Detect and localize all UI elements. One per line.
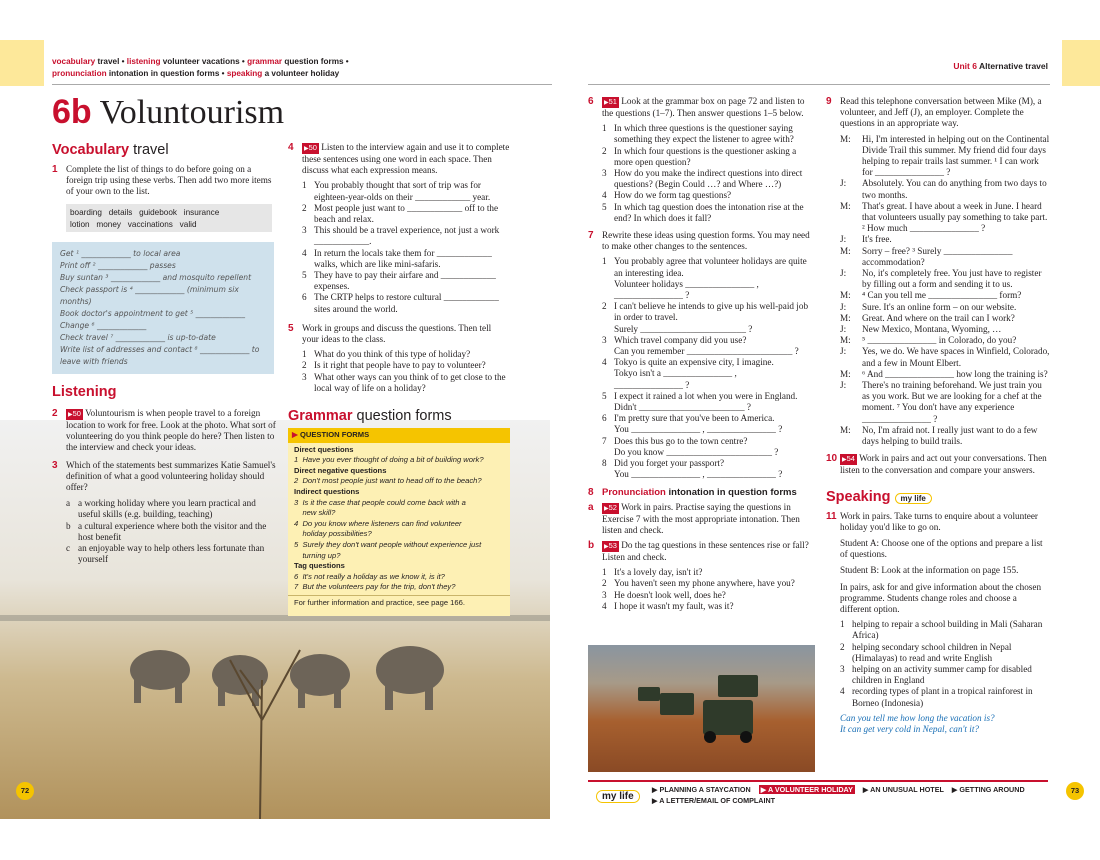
item-text: I can't believe he intends to give up his well-paid job in order to travel. xyxy=(614,301,809,323)
footer-nav-link[interactable]: ▶ PLANNING A STAYCATION xyxy=(652,785,751,794)
item-text: an enjoyable way to help others less fortunate than yourself xyxy=(78,543,265,565)
note-line: Change ⁶ _____________ xyxy=(60,321,147,330)
unit-header xyxy=(953,61,1048,71)
item-number: 4 xyxy=(602,357,607,368)
item-text: Tokyo is quite an expensive city, I imagine. xyxy=(614,357,774,368)
item-body xyxy=(614,256,810,301)
topic-value: intonation in question forms xyxy=(108,69,220,78)
speaker: J: xyxy=(840,268,847,279)
dialogue-line xyxy=(826,201,1050,235)
item-text: You _______________ , _______________ ? xyxy=(614,469,783,480)
list-item xyxy=(602,413,810,435)
item-number: 1 xyxy=(602,567,607,578)
item-number: 2 xyxy=(302,202,307,213)
speaker: M: xyxy=(840,368,851,379)
item-body xyxy=(614,202,810,224)
exercise-8: 8 Pronunciation intonation in question forms xyxy=(588,486,797,498)
list-item xyxy=(302,349,510,360)
dialogue-line xyxy=(826,290,1050,301)
note-line: Print off ² _____________ passes xyxy=(60,261,176,270)
grammar-example: turning up? xyxy=(294,550,341,560)
speaker: M: xyxy=(840,133,851,144)
note-line: Check travel ⁷ _____________ is up-to-date xyxy=(60,333,216,342)
footer-nav-link[interactable]: ▶ A LETTER/EMAIL OF COMPLAINT xyxy=(652,796,776,805)
item-number: 1 xyxy=(302,180,307,191)
item-number: 4 xyxy=(602,600,607,611)
note-line: leave with friends xyxy=(60,357,128,366)
audio-track-button[interactable]: ▶ 51 xyxy=(602,97,619,108)
item-body xyxy=(314,270,510,292)
dialogue-line xyxy=(826,178,1050,200)
item-text: Didn't _______________________ ? xyxy=(614,402,751,413)
dialogue-text: Absolutely. You can do anything from two days to two months. xyxy=(862,178,1047,200)
item-text: Volunteer holidays _______________ , xyxy=(614,278,759,289)
dialogue-text: It's free. xyxy=(862,234,892,245)
dialogue-line xyxy=(826,324,1050,335)
item-number: 3 xyxy=(840,663,845,674)
vocab-section xyxy=(52,142,276,198)
item-text: I hope it wasn't my fault, was it? xyxy=(614,600,734,611)
item-body xyxy=(614,391,797,413)
exercise-10: 10 ▶ 54 Work in pairs and act out your conversations. Then listen to the conversation and compare your answers. xyxy=(826,453,1050,476)
item-body xyxy=(314,203,510,225)
exercise-11: 11 Work in pairs. Take turns to enquire about a volunteer holiday you'd like to go on. xyxy=(826,510,1038,532)
dialogue-line xyxy=(826,313,1050,324)
item-body xyxy=(852,686,1050,708)
footer-nav-link[interactable]: ▶ A VOLUNTEER HOLIDAY xyxy=(760,785,853,794)
section-heading: Vocabulary travel xyxy=(52,142,169,158)
item-text: Is it right that people have to pay to volunteer? xyxy=(314,360,486,371)
exercise-2: 2 ▶ 50 Voluntourism is when people travel to a foreign location to work for free. Look at the photo. What sort of volunteering do you think people do here? Then listen to the interview and check your ideas. xyxy=(52,408,278,454)
dialogue-line xyxy=(826,246,1050,268)
item-body xyxy=(852,619,1050,641)
item-number: c xyxy=(66,543,71,554)
note-line: months) xyxy=(60,297,92,306)
item-text: What other ways can you think of to get close to the local way of life on a holiday? xyxy=(314,371,506,393)
grammar-example: new skill? xyxy=(294,508,336,518)
item-body xyxy=(614,413,782,435)
list-item xyxy=(602,391,810,413)
item-body xyxy=(614,436,778,458)
dialogue-text: New Mexico, Montana, Wyoming, … xyxy=(862,324,1002,335)
list-item xyxy=(602,458,810,480)
item-text: The CRTP helps to restore cultural ____________ sites around the world. xyxy=(314,292,499,314)
item-body xyxy=(614,190,731,201)
dialogue-line xyxy=(826,302,1050,313)
option-item xyxy=(66,543,278,565)
item-text: _______________ ? xyxy=(614,379,690,390)
listening-section xyxy=(52,384,278,565)
item-body xyxy=(614,146,810,168)
item-number: 3 xyxy=(302,225,307,236)
note-line: Buy suntan ³ _____________ and mosquito repellent xyxy=(60,273,252,282)
exercise-4: 4 ▶ 50 Listen to the interview again and use it to complete these sentences using one word in each space. Then discuss what each expression means. xyxy=(288,142,510,176)
grammar-example: 4 Do you know where listeners can find volunteer xyxy=(294,518,462,528)
exercise-6: 6 ▶ 51 Look at the grammar box on page 72 and listen to the questions (1–7). Then answer questions 1–5 below. xyxy=(588,96,810,119)
grammar-box-footer: For further information and practice, see page 166. xyxy=(288,595,510,611)
footer-nav-link[interactable]: ▶ GETTING AROUND xyxy=(951,785,1025,794)
item-text: Can you remember _______________________ ? xyxy=(614,346,799,357)
speaker: M: xyxy=(840,312,851,323)
item-body xyxy=(314,225,510,247)
divider xyxy=(588,84,1050,85)
item-text: _______________ ? xyxy=(614,290,690,301)
item-text: recording types of plant in a tropical rainforest in Borneo (Indonesia) xyxy=(852,686,1033,708)
grammar-subheading: Direct negative questions xyxy=(294,465,387,475)
unit-number: Unit 6 xyxy=(953,61,977,71)
item-number: 3 xyxy=(602,168,607,179)
dialogue-text: Yes, we do. We have spaces in Winfield, Colorado, and a few in Mount Elbert. xyxy=(862,346,1050,368)
item-number: 8 xyxy=(602,458,607,469)
list-item xyxy=(602,357,810,391)
item-body xyxy=(314,349,470,360)
footer-badge: my life xyxy=(596,786,640,804)
item-number: b xyxy=(66,520,71,531)
item-text: Do you know _______________________ ? xyxy=(614,446,779,457)
dialogue-text: No, I'm afraid not. I really just want to do a few days helping to build trails. xyxy=(862,424,1038,447)
item-text: They have to pay their airfare and ____________ expenses. xyxy=(314,270,496,292)
page-number-left: 72 xyxy=(16,782,34,800)
right-column-1 xyxy=(588,96,810,612)
speaker: J: xyxy=(840,380,847,391)
item-number: 1 xyxy=(302,349,307,360)
speaker: M: xyxy=(840,245,851,256)
dialogue-text: Sure. It's an online form – on our website. xyxy=(862,301,1017,312)
dialogue-text: Sorry – free? ³ Surely _______________ accommodation? xyxy=(862,245,1013,267)
exercise-3: 3 Which of the statements best summarizes Katie Samuel's definition of what a good volunteering holiday should offer? xyxy=(52,459,276,493)
unit-title: Alternative travel xyxy=(979,61,1048,71)
list-item xyxy=(602,123,810,145)
item-text: He doesn't look well, does he? xyxy=(614,589,726,600)
handwritten-notes xyxy=(52,242,274,374)
topic-key: grammar xyxy=(247,57,285,66)
item-body xyxy=(614,168,810,190)
example-question: It can get very cold in Nepal, can't it? xyxy=(840,723,979,734)
lesson-title: Voluntourism xyxy=(99,94,285,131)
note-line: Write list of addresses and contact ⁸ _____________ to xyxy=(60,345,260,354)
list-item xyxy=(302,292,510,314)
audio-track-button[interactable]: ▶ 50 xyxy=(302,143,319,154)
item-text: I expect it rained a lot when you were in England. xyxy=(614,390,798,401)
example-question: Can you tell me how long the vacation is? xyxy=(840,712,995,723)
item-body xyxy=(314,248,510,270)
topic-separator: • xyxy=(239,57,248,66)
speaker: M: xyxy=(840,200,851,211)
item-text: In return the locals take them for ____________ walks, which are like mini-safaris. xyxy=(314,247,492,269)
list-item xyxy=(602,567,810,578)
page-number-right: 73 xyxy=(1066,782,1084,800)
grammar-example: 6 It's not really a holiday as we know it, is it? xyxy=(294,571,445,581)
topic-separator: • xyxy=(219,69,227,78)
page-title xyxy=(52,92,284,133)
item-body xyxy=(614,567,702,578)
grammar-subheading: Tag questions xyxy=(294,561,345,571)
item-text: In which three questions is the questioner saying something they expect the listener to agree with? xyxy=(614,123,794,145)
audio-track-button[interactable]: ▶ 52 xyxy=(602,503,619,514)
grammar-example: holiday possibilities? xyxy=(294,529,372,539)
footer-nav-link[interactable]: ▶ AN UNUSUAL HOTEL xyxy=(862,785,944,794)
student-a-instructions: Student A: Choose one of the options and prepare a list of questions. xyxy=(840,537,1043,560)
dialogue-text: That's great. I have about a week in June. I heard that volunteers usually pay something to take part. ² How much _______________ ? xyxy=(862,200,1048,234)
footer-nav xyxy=(652,784,1033,806)
list-item xyxy=(302,180,510,202)
item-text: It's a lovely day, isn't it? xyxy=(614,567,703,578)
item-text: What do you think of this type of holiday? xyxy=(314,349,471,360)
item-number: a xyxy=(66,498,71,509)
item-text: Surely _______________________ ? xyxy=(614,323,753,334)
option-item xyxy=(66,498,278,520)
note-line: Get ¹ _____________ to local area xyxy=(60,249,181,258)
item-number: 6 xyxy=(602,413,607,424)
speaker: M: xyxy=(840,290,851,301)
grammar-example: 2 Don't most people just want to head off to the beach? xyxy=(294,476,482,486)
speaker: J: xyxy=(840,346,847,357)
dialogue-line xyxy=(826,335,1050,346)
topic-value: question forms xyxy=(284,57,344,66)
item-body xyxy=(314,180,510,202)
page-tab-left xyxy=(0,40,44,86)
topic-key: speaking xyxy=(226,69,265,78)
topic-key: listening xyxy=(126,57,163,66)
page-tab-right xyxy=(1062,40,1100,86)
item-body xyxy=(614,123,810,145)
topic-key: vocabulary xyxy=(52,57,98,66)
word-box: boarding details guidebook insurance lotion money vaccinations valid xyxy=(66,204,272,232)
item-text: helping to repair a school building in Mali (Saharan Africa) xyxy=(852,619,1043,641)
dialogue-line xyxy=(826,268,1050,290)
item-number: 5 xyxy=(602,390,607,401)
list-item xyxy=(602,256,810,301)
note-line: Book doctor's appointment to get ⁵ _____________ xyxy=(60,309,246,318)
speaker: J: xyxy=(840,178,847,189)
grammar-example: 7 But the volunteers pay for the trip, don't they? xyxy=(294,582,456,592)
topic-value: a volunteer holiday xyxy=(264,69,340,78)
dialogue-line xyxy=(826,425,1050,447)
speaker: M: xyxy=(840,335,851,346)
item-number: 6 xyxy=(302,292,307,303)
list-item xyxy=(840,686,1050,708)
topic-separator: • xyxy=(119,57,127,66)
note-line: Check passport is ⁴ _____________ (minimum six xyxy=(60,285,239,294)
dialogue-line xyxy=(826,380,1050,425)
audio-track-button[interactable]: ▶ 53 xyxy=(602,541,619,552)
grammar-example: 1 Have you ever thought of doing a bit of building work? xyxy=(294,455,484,465)
item-body xyxy=(78,543,278,565)
item-body xyxy=(78,521,278,543)
item-number: 3 xyxy=(602,589,607,600)
grammar-box xyxy=(288,428,510,616)
exercise-9: 9 Read this telephone conversation between Mike (M), a volunteer, and Jeff (J), an employer. Complete the questions in an appropriate way. xyxy=(826,96,1042,129)
list-item xyxy=(302,248,510,270)
speaker: J: xyxy=(840,301,847,312)
list-item xyxy=(602,190,810,201)
list-item xyxy=(602,335,810,357)
item-text: a cultural experience where both the visitor and the host benefit xyxy=(78,520,267,542)
grammar-example: 5 Surely they don't want people without experience just xyxy=(294,539,482,549)
list-item xyxy=(302,372,510,394)
pair-instructions: In pairs, ask for and give information about the chosen programme. Students change roles and choose a different option. xyxy=(840,581,1042,614)
option-item xyxy=(66,521,278,543)
list-item xyxy=(602,590,810,601)
list-item xyxy=(302,360,510,371)
list-item xyxy=(602,146,810,168)
grammar-subheading: Indirect questions xyxy=(294,486,360,496)
lesson-code: 6b xyxy=(52,93,92,131)
list-item xyxy=(302,203,510,225)
item-text: How do we form tag questions? xyxy=(614,190,732,201)
section-heading: Speaking my life xyxy=(826,489,1050,505)
item-number: 2 xyxy=(602,145,607,156)
topic-value: travel xyxy=(97,57,120,66)
dialogue-line xyxy=(826,134,1050,179)
grammar-subheading: Direct questions xyxy=(294,444,354,454)
item-text: This should be a travel experience, not just a work ____________. xyxy=(314,225,500,247)
dialogue-text: ⁵ _______________ in Colorado, do you? xyxy=(862,335,1017,346)
item-body xyxy=(614,590,726,601)
safari-jeeps-photo xyxy=(588,645,815,772)
item-text: You haven't seen my phone anywhere, have you? xyxy=(614,578,795,589)
list-item xyxy=(840,619,1050,641)
item-text: You _______________ , _______________ ? xyxy=(614,424,783,435)
item-body xyxy=(614,458,782,480)
item-body xyxy=(614,357,774,391)
dialogue-text: Great. And where on the trail can I work? xyxy=(862,312,1015,323)
item-text: In which tag question does the intonation rise at the end? In which does it fall? xyxy=(614,201,804,223)
item-body xyxy=(614,601,734,612)
item-number: 5 xyxy=(302,270,307,281)
audio-track-button[interactable]: ▶ 50 xyxy=(66,409,83,420)
exercise-1: 1 Complete the list of things to do before going on a foreign trip using these verbs. Then add two more items of your own to the list. xyxy=(52,164,272,197)
item-text: Tokyo isn't a _______________ , xyxy=(614,368,737,379)
item-number: 3 xyxy=(302,371,307,382)
item-number: 1 xyxy=(602,256,607,267)
item-number: 4 xyxy=(302,247,307,258)
item-body xyxy=(314,292,510,314)
audio-track-button[interactable]: ▶ 54 xyxy=(840,454,857,465)
item-number: 4 xyxy=(840,686,845,697)
item-body xyxy=(614,335,799,357)
right-column-2 xyxy=(826,96,1050,735)
middle-column xyxy=(288,142,510,424)
item-number: 1 xyxy=(840,619,845,630)
exercise-7: 7 Rewrite these ideas using question forms. You may need to make other changes to the sentences. xyxy=(588,230,810,252)
item-body xyxy=(614,578,795,589)
topic-header xyxy=(52,56,349,80)
list-item xyxy=(840,642,1050,664)
item-text: Does this bus go to the town centre? xyxy=(614,435,748,446)
item-text: You probably agree that volunteer holidays are quite an interesting idea. xyxy=(614,256,807,278)
dialogue-text: ⁶ And _______________ how long the training is? xyxy=(862,368,1048,379)
dialogue-text: ⁴ Can you tell me _______________ form? xyxy=(862,290,1022,301)
speaker: J: xyxy=(840,234,847,245)
item-body xyxy=(314,372,510,394)
item-number: 1 xyxy=(602,123,607,134)
item-body xyxy=(614,301,810,335)
speaker: J: xyxy=(840,324,847,335)
list-item xyxy=(602,601,810,612)
footer-rule xyxy=(588,780,1048,782)
item-text: Did you forget your passport? xyxy=(614,458,725,469)
list-item xyxy=(602,301,810,335)
exercise-8a: a ▶ 52 Work in pairs. Practise saying the questions in Exercise 7 with the most appropriate intonation. Then listen and check. xyxy=(588,502,810,536)
item-text: helping secondary school children in Nepal (Himalayas) to read and write English xyxy=(852,641,1012,663)
item-text: How do you make the indirect questions into direct questions? (Begin Could …? and Where …?) xyxy=(614,168,803,190)
section-heading: Listening xyxy=(52,384,117,400)
grammar-example: 3 Is it the case that people could come back with a xyxy=(294,497,466,507)
student-b-instructions: Student B: Look at the information on page 155. xyxy=(840,565,1019,576)
item-text: I'm pretty sure that you've been to America. xyxy=(614,413,775,424)
speaker: M: xyxy=(840,424,851,435)
item-text: You probably thought that sort of trip was for eighteen-year-olds on their ____________ year. xyxy=(314,180,491,202)
dialogue-line xyxy=(826,346,1050,368)
item-body xyxy=(314,360,486,371)
grammar-box-title: ▶ QUESTION FORMS xyxy=(288,428,510,443)
section-heading: Grammar question forms xyxy=(288,408,452,425)
item-number: 2 xyxy=(302,360,307,371)
list-item xyxy=(302,270,510,292)
dialogue-text: There's no training beforehand. We just train you as you work. But we are looking for a chef at the moment. ⁷ You don't have any experience _______________ ? xyxy=(862,380,1042,424)
item-body xyxy=(78,498,278,520)
item-body xyxy=(852,664,1050,686)
dialogue-line xyxy=(826,369,1050,380)
dialogue-text: No, it's completely free. You just have to register by filling out a form and sending it to us. xyxy=(862,268,1042,290)
item-number: 7 xyxy=(602,435,607,446)
item-number: 5 xyxy=(602,201,607,212)
list-item xyxy=(302,225,510,247)
list-item xyxy=(840,664,1050,686)
list-item xyxy=(602,436,810,458)
item-number: 2 xyxy=(840,641,845,652)
item-body xyxy=(852,642,1050,664)
topic-key: pronunciation xyxy=(52,69,109,78)
list-item xyxy=(602,578,810,589)
divider xyxy=(52,84,552,85)
item-text: Which travel company did you use? xyxy=(614,334,747,345)
item-number: 3 xyxy=(602,334,607,345)
item-text: In which four questions is the questioner asking a more open question? xyxy=(614,145,797,167)
item-number: 2 xyxy=(602,578,607,589)
my-life-badge: my life xyxy=(895,493,932,504)
item-number: 2 xyxy=(602,301,607,312)
item-number: 4 xyxy=(602,190,607,201)
dialogue-line xyxy=(826,234,1050,245)
exercise-5: 5 Work in groups and discuss the questions. Then tell your ideas to the class. xyxy=(288,322,492,345)
item-text: Most people just want to ____________ off to the beach and relax. xyxy=(314,202,499,225)
item-text: helping on an activity summer camp for disabled children in England xyxy=(852,663,1032,686)
dialogue-text: Hi, I'm interested in helping out on the Continental Divide Trail this summer. My friend did four days helping to repair trails last summer. ¹ I can work for _______________ ? xyxy=(862,133,1050,178)
list-item xyxy=(602,202,810,224)
topic-value: volunteer vacations xyxy=(162,57,240,66)
exercise-8b: b ▶ 53 Do the tag questions in these sentences rise or fall? Listen and check. xyxy=(588,540,810,563)
topic-separator: • xyxy=(343,57,349,66)
item-text: a working holiday where you learn practical and useful skills (e.g. building, teaching) xyxy=(78,498,256,520)
list-item xyxy=(602,168,810,190)
